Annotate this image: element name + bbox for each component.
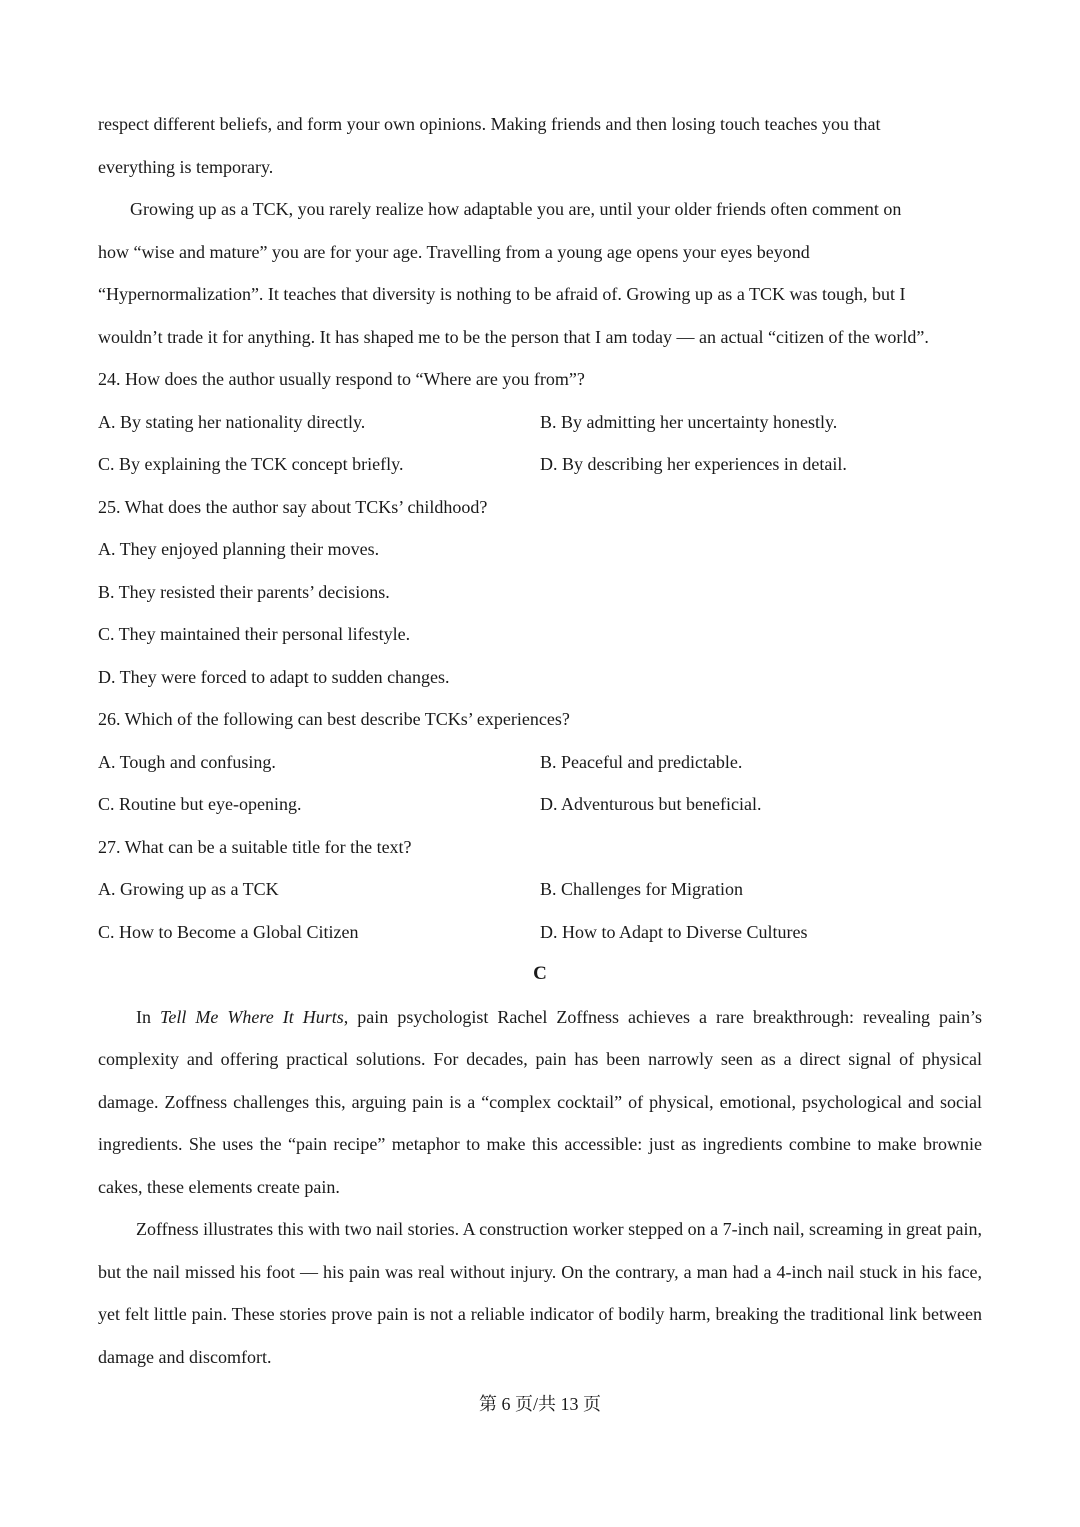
question-27 [98,826,982,954]
paragraph-prefix: In [136,1006,161,1027]
book-title: Tell Me Where It Hurts [160,1006,344,1027]
text-line: everything is temporary. [98,156,274,177]
page-number: 第 6 页/共 13 页 [478,1394,601,1414]
passage-b-paragraph [98,103,982,188]
option-b: B. By admitting her uncertainty honestly. [540,411,838,432]
option-c: C. By explaining the TCK concept briefly. [98,454,404,474]
option-b: B. Challenges for Migration [540,879,743,899]
passage-c-paragraph-1 [98,996,982,1209]
section-heading: C [533,963,547,984]
option-b: B. They resisted their parents’ decisions. [98,581,390,602]
option-a: A. By stating her nationality directly. [98,411,366,432]
text-line: “Hypernormalization”. It teaches that diversity is nothing to be afraid of. Growing up as a TCK was tough, but I [98,284,906,304]
option-d: D. By describing her experiences in detail. [540,454,847,474]
option-b: B. Peaceful and predictable. [540,751,743,772]
option-d: D. Adventurous but beneficial. [540,794,762,814]
text-line: Growing up as a TCK, you rarely realize how adaptable you are, until your older friends often comment on [130,199,902,219]
question-24 [98,358,982,486]
text-line: wouldn’t trade it for anything. It has shaped me to be the person that I am today — an actual “citizen of the world”. [98,326,929,347]
passage-b-paragraph [98,188,982,358]
question-25 [98,486,982,699]
option-d: D. How to Adapt to Diverse Cultures [540,921,808,942]
question-stem: 26. Which of the following can best describe TCKs’ experiences? [98,709,570,729]
paragraph-text: , pain psychologist Rachel Zoffness achieves a rare breakthrough: revealing pain’s complexity and offering practical solutions. For decades, pain has been narrowly seen as a direct signal of physical damage. Zoffness challenges this, arguing pain is a “complex cocktail” of physical, emotional, psychological and social ingredients. She uses the “pain recipe” metaphor to make this accessible: just as ingredients combine to make brownie cakes, these elements create pain. [98,1006,982,1197]
question-stem: 27. What can be a suitable title for the text? [98,836,412,857]
option-d: D. They were forced to adapt to sudden changes. [98,666,450,687]
question-stem: 25. What does the author say about TCKs’ childhood? [98,496,488,517]
option-a: A. They enjoyed planning their moves. [98,539,380,559]
option-c: C. Routine but eye-opening. [98,794,302,814]
text-line: how “wise and mature” you are for your age. Travelling from a young age opens your eyes beyond [98,241,810,262]
option-c: C. How to Become a Global Citizen [98,921,359,942]
passage-c-paragraph-2: Zoffness illustrates this with two nail stories. A construction worker stepped on a 7-inch nail, screaming in great pain, but the nail missed his foot — his pain was real without injury. On the contrary, a man had a 4-inch nail stuck in his face, yet felt little pain. These stories prove pain is not a reliable indicator of bodily harm, breaking the traditional link between damage and discomfort. [98,1219,982,1367]
question-26 [98,698,982,826]
text-line: respect different beliefs, and form your own opinions. Making friends and then losing touch teaches you that [98,114,881,134]
option-a: A. Growing up as a TCK [98,879,279,899]
option-c: C. They maintained their personal lifestyle. [98,624,411,644]
page-content [98,103,982,1378]
option-a: A. Tough and confusing. [98,751,276,772]
question-stem: 24. How does the author usually respond to “Where are you from”? [98,369,585,389]
